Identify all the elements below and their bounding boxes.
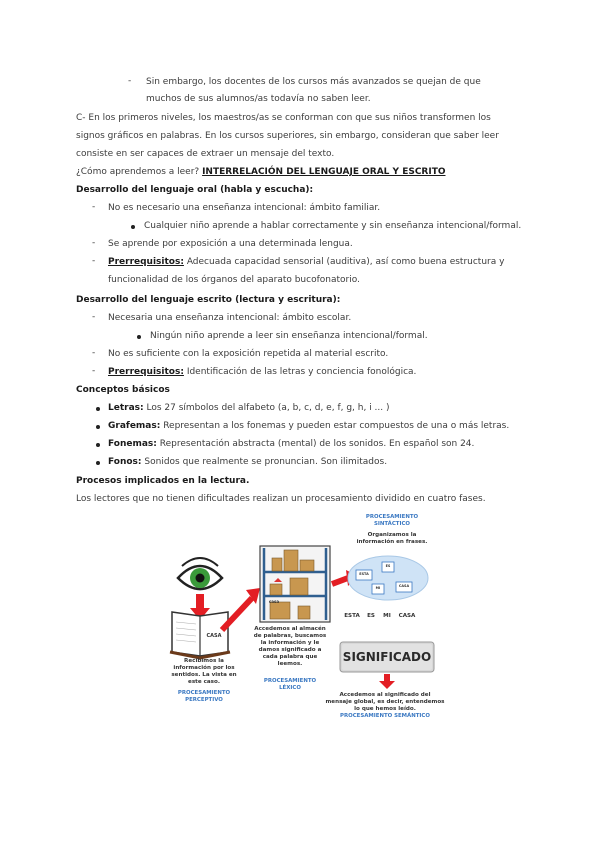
semantico-desc-line: Accedemos al significado del [339,692,431,698]
perceptivo-desc-line: Recibimos la [184,658,224,664]
concept-text: Representación abstracta (mental) de los sonidos. En español son 24. [159,439,475,449]
book-word: CASA [206,633,222,639]
sintactico-desc-line: Organizamos la [367,532,417,538]
lexico-desc-line: damos significado a [258,647,322,653]
dash-marker: - [92,366,96,376]
intro-bullet-line2: muchos de sus alumnos/as todavía no saben leer. [146,94,371,104]
sintactico-desc-line: información en frases. [356,539,428,545]
concept-item [108,402,390,414]
concept-label: Grafemas: [108,421,161,431]
bullet-dot [96,461,100,465]
reading-processes-figure [160,512,450,727]
bullet-dot [137,335,141,339]
dash-marker: - [92,256,96,266]
dash-marker: - [92,202,96,212]
perceptivo-desc-line: sentidos. La vista en [171,672,237,678]
oral-sub1: Cualquier niño aprende a hablar correctamente y sin enseñanza intencional/formal. [144,221,522,231]
perceptivo-desc-line: este caso. [188,679,220,685]
escrito-prerequisites-label: Prerrequisitos: [108,367,184,377]
paragraph-line2: signos gráficos en palabras. En los cursos superiores, sin embargo, consideran que saber leer [76,131,499,141]
bullet-dot [96,443,100,447]
bullet-dot [96,407,100,411]
cloud-box-word: ESTA [359,572,369,576]
sentence-word: MI [383,613,391,619]
lexico-label-line: LÉXICO [279,685,301,691]
escrito-prerequisites-text: Identificación de las letras y conciencia fonológica. [186,367,417,377]
red-arrow-icon [222,588,260,630]
red-arrow-icon [379,674,395,689]
sintactico-label-line: PROCESAMIENTO [365,514,419,520]
perceptivo-description [164,658,244,686]
perceptivo-label-line: PROCESAMIENTO [177,690,231,696]
concept-text: Representan a los fonemas y pueden estar compuestos de una o más letras. [163,421,510,431]
oral-prerequisites-label: Prerrequisitos: [108,257,184,267]
lexico-desc-line: Accedemos al almacén [254,626,326,632]
intro-bullet-line1: Sin embargo, los docentes de los cursos más avanzados se quejan de que [146,77,481,87]
concept-label: Fonos: [108,457,142,467]
paragraph-line1: C- En los primeros niveles, los maestros/as se conforman con que sus niños transformen los [76,113,491,123]
lexico-desc-line: la información y le [260,640,320,646]
lexico-label-line: PROCESAMIENTO [263,678,317,684]
dash-marker: - [92,238,96,248]
lexico-desc-line: de palabras, buscamos [253,633,327,639]
shelf-icon [260,546,330,622]
escrito-item3 [108,366,416,378]
concept-item [108,456,387,468]
concept-item [108,420,509,432]
shelf-word: casa [268,599,280,604]
cloud-box-word: MI [375,586,381,590]
sintactico-label [356,514,428,528]
sentence-word: ES [367,613,375,619]
perceptivo-label [164,690,244,704]
bullet-dot [131,225,135,229]
oral-item2: Se aprende por exposición a una determinada lengua. [108,239,353,249]
perceptivo-label-line: PERCEPTIVO [185,697,223,703]
lexico-label [248,678,332,692]
oral-heading: Desarrollo del lenguaje oral (habla y escucha): [76,185,314,195]
dash-marker: - [128,76,132,86]
semantico-desc-line: lo que hemos leído. [354,706,416,712]
semantico-label: PROCESAMIENTO SEMÁNTICO [340,713,430,719]
cloud-box-word: CASA [398,584,410,588]
procesos-text: Los lectores que no tienen dificultades realizan un procesamiento dividido en cuatro fases. [76,494,486,504]
concept-item [108,438,474,450]
oral-prerequisites-text: Adecuada capacidad sensorial (auditiva), así como buena estructura y [186,257,505,267]
escrito-item1: Necesaria una enseñanza intencional: ámbito escolar. [108,313,352,323]
conceptos-heading: Conceptos básicos [76,385,170,395]
sentence-word: ESTA [344,613,360,619]
semantico-desc-line: mensaje global, es decir, entendemos [325,699,445,705]
question-text: ¿Cómo aprendemos a leer? [76,167,200,177]
bullet-dot [96,425,100,429]
escrito-heading: Desarrollo del lenguaje escrito (lectura y escritura): [76,295,341,305]
concept-label: Fonemas: [108,439,157,449]
escrito-sub1: Ningún niño aprende a leer sin enseñanza intencional/formal. [150,331,428,341]
main-heading: INTERRELACIÓN DEL LENGUAJE ORAL Y ESCRITO [202,167,446,177]
cloud-box-word: ES [385,564,391,568]
sintactico-description [352,532,432,546]
sintactico-label-line: SINTÁCTICO [373,521,410,527]
oral-item3-line2: funcionalidad de los órganos del aparato bucofonatorio. [108,275,360,285]
lexico-description [248,626,332,668]
question-line [76,166,446,178]
paragraph-line3: consiste en ser capaces de extraer un mensaje del texto. [76,149,335,159]
sentence-word: CASA [398,613,416,619]
perceptivo-desc-line: información por los [173,665,235,671]
dash-marker: - [92,312,96,322]
concept-text: Sonidos que realmente se pronuncian. Son ilimitados. [144,457,388,467]
procesos-heading: Procesos implicados en la lectura. [76,476,250,486]
semantico-description [320,692,450,713]
oral-item3-line1 [108,256,528,268]
lexico-desc-line: cada palabra que [262,654,318,660]
concept-text: Los 27 símbolos del alfabeto (a, b, c, d, e, f, g, h, i ... ) [146,403,390,413]
escrito-item2: No es suficiente con la exposición repetida al material escrito. [108,349,389,359]
significado-title: SIGNIFICADO [342,650,432,664]
lexico-desc-line: leemos. [277,661,303,667]
concept-label: Letras: [108,403,144,413]
oral-item1: No es necesario una enseñanza intencional: ámbito familiar. [108,203,381,213]
eye-icon [178,558,222,589]
dash-marker: - [92,348,96,358]
